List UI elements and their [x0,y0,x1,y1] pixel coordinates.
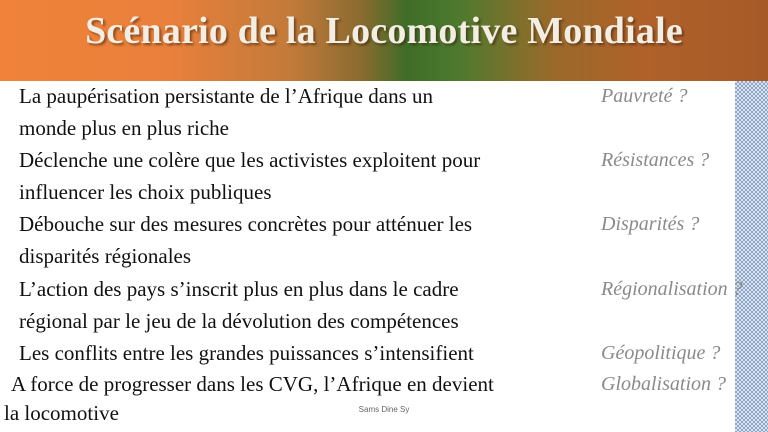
row-1-line-2: monde plus en plus riche [19,116,229,140]
row-1-line-1: La paupérisation persistante de l’Afrique dans un [19,84,434,108]
decorative-pattern-strip [735,81,768,432]
row-4-tag: Régionalisation ? [601,278,743,300]
row-4-line-1: L’action des pays s’inscrit plus en plus dans le cadre [19,277,459,301]
row-5-line-1: Les conflits entre les grandes puissances s’intensifient [19,341,474,365]
slide-footer: Sams Dine Sy [358,405,410,414]
row-5-tag: Géopolitique ? [601,342,721,364]
row-3-line-2: disparités régionales [19,244,192,268]
row-1-tag: Pauvreté ? [601,85,688,107]
row-4-line-2: régional par le jeu de la dévolution des compétences [19,309,459,333]
row-2-tag: Résistances ? [601,149,710,171]
row-6-line-1: A force de progresser dans les CVG, l’Afrique en devient [11,372,494,396]
row-3-line-1: Débouche sur des mesures concrètes pour atténuer les [19,212,473,236]
row-2-line-1: Déclenche une colère que les activistes exploitent pour [19,148,481,172]
row-3-tag: Disparités ? [601,213,700,235]
slide-title: Scénario de la Locomotive Mondiale [85,10,683,52]
row-6-tag: Globalisation ? [601,373,727,395]
title-bar [0,0,768,81]
row-6-line-2: la locomotive [4,401,119,425]
row-2-line-2: influencer les choix publiques [19,180,272,204]
